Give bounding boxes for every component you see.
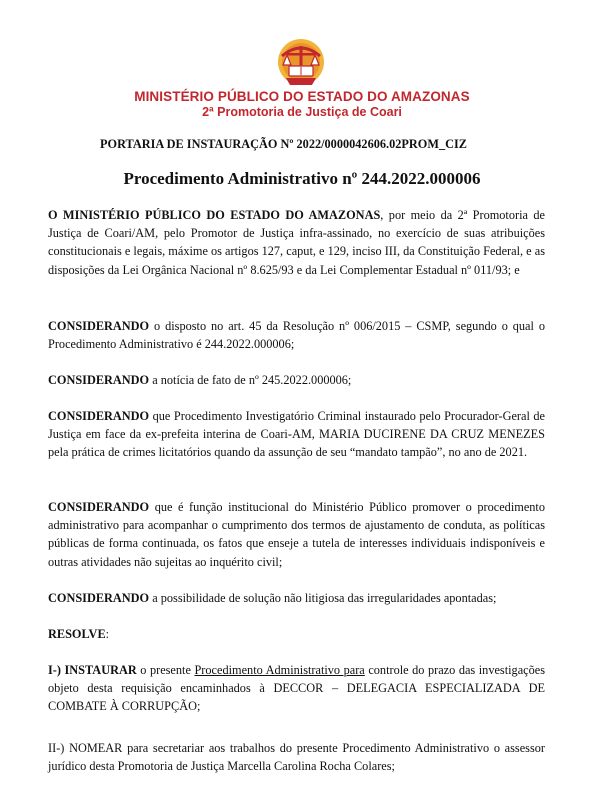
preamble-text: , por meio da 2ª Promotoria de Justiça de Coari/AM, pelo Promotor de Justiça infra-assinado, no exercício de suas atribuições constitucionais e legais, máxime os artigos 127, caput, e 129, inciso III, da Constituição Federal, e as disposições da Lei Orgânica Nacional nº 8.625/93 e da Lei Complementar Estadual nº 011/93; e <box>48 208 545 277</box>
paragraph-considerando-1: CONSIDERANDO o disposto no art. 45 da Resolução nº 006/2015 – CSMP, segundo o qual o Procedimento Administrativo é 244.2022.000006; <box>48 319 545 352</box>
promotoria-name: 2ª Promotoria de Justiça de Coari <box>202 105 402 119</box>
paragraph-item-ii: II-) NOMEAR para secretariar aos trabalhos do presente Procedimento Administrativo o assessor jurídico desta Promotoria de Justiça Marcella Carolina Rocha Colares; <box>48 741 545 774</box>
paragraph-considerando-5: CONSIDERANDO a possibilidade de solução não litigiosa das irregularidades apontadas; <box>48 591 497 605</box>
paragraph-considerando-3: CONSIDERANDO que Procedimento Investigatório Criminal instaurado pelo Procurador-Geral de Justiça em face da ex-prefeita interina de Coari-AM, MARIA DUCIRENE DA CRUZ MENEZES pela prática de crimes licitatórios quando da assunção de seu “mandato tampão”, no ano de 2021. <box>48 409 545 460</box>
item-i-lead: I-) INSTAURAR <box>48 663 137 677</box>
considerando-label: CONSIDERANDO <box>48 591 150 605</box>
institution-name: MINISTÉRIO PÚBLICO DO ESTADO DO AMAZONAS <box>134 89 470 104</box>
considerando-label: CONSIDERANDO <box>48 319 150 333</box>
portaria-number: PORTARIA DE INSTAURAÇÃO Nº 2022/0000042606.02PROM_CIZ <box>100 137 467 151</box>
paragraph-item-i: I-) INSTAURAR o presente Procedimento Administrativo para controle do prazo das investigações objeto desta requisição encaminhados à DECCOR – DELEGACIA ESPECIALIZADA DE COMBATE À CORRUPÇÃO; <box>48 663 546 714</box>
underlined-procedimento: Procedimento Administrativo para <box>194 663 365 677</box>
considerando-label: CONSIDERANDO <box>48 409 150 423</box>
document-title: Procedimento Administrativo nº 244.2022.000006 <box>123 169 481 188</box>
resolve-heading: RESOLVE: <box>48 627 110 641</box>
considerando-label: CONSIDERANDO <box>48 373 150 387</box>
preamble-lead: O MINISTÉRIO PÚBLICO DO ESTADO DO AMAZONAS <box>48 208 381 222</box>
scales-of-justice-emblem-icon <box>276 38 326 90</box>
paragraph-considerando-2: CONSIDERANDO a notícia de fato de nº 245.2022.000006; <box>48 373 352 387</box>
paragraph-preamble <box>48 206 545 279</box>
paragraph-considerando-4: CONSIDERANDO que é função institucional do Ministério Público promover o procedimento administrativo para acompanhar o cumprimento dos termos de ajustamento de conduta, as políticas públicas de forma continuada, os fatos que enseje a tutela de interesses individuais indisponíveis e outras atividades não sujeitas ao inquérito civil; <box>48 500 545 569</box>
considerando-label: CONSIDERANDO <box>48 500 150 514</box>
